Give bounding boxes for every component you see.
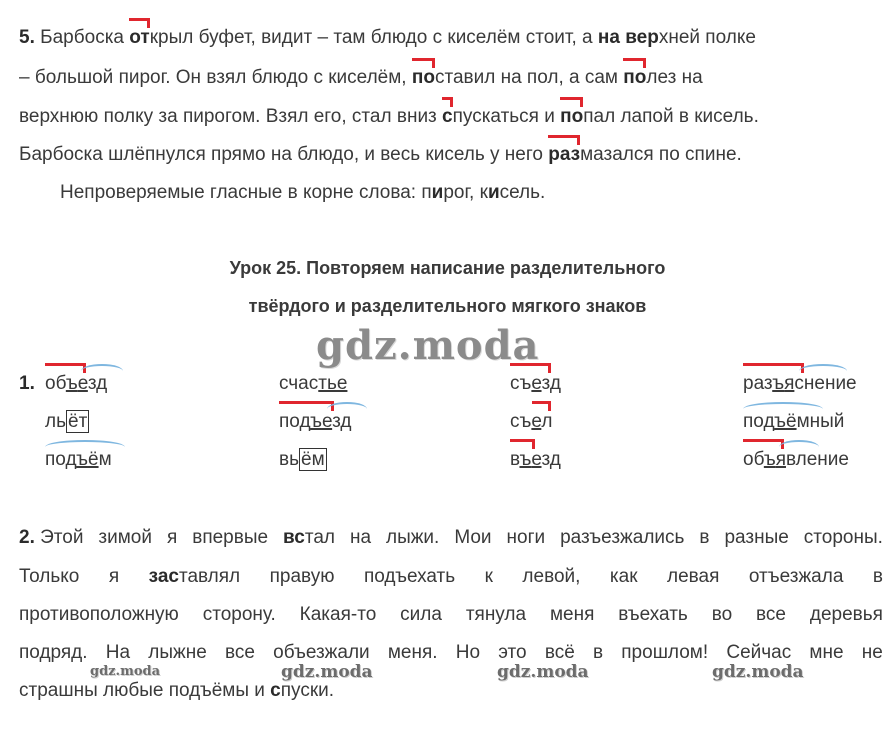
- prefix-highlight: от: [129, 27, 149, 48]
- prefix-mark: [510, 363, 551, 373]
- text: верхнюю полку за пирогом. Взял его, стал вниз: [19, 106, 443, 127]
- prefix-mark: [412, 58, 435, 68]
- word: все: [756, 604, 786, 625]
- word: Какая-то: [299, 604, 377, 625]
- word: всё: [544, 642, 575, 663]
- word: лыжи.: [385, 527, 440, 548]
- prefix-highlight: раз: [548, 144, 580, 165]
- root-arc: [743, 402, 823, 416]
- word: сила: [400, 604, 442, 625]
- word: подъехать: [363, 566, 456, 587]
- ending-box: ёт: [68, 411, 88, 432]
- word: я: [166, 527, 178, 548]
- word: сторону.: [202, 604, 276, 625]
- word: мне: [809, 642, 844, 663]
- text: Барбоска шлёпнулся прямо на блюдо, и весь кисель у него: [19, 144, 549, 165]
- bold-part: вс: [283, 527, 305, 548]
- word: лыжне: [148, 642, 207, 663]
- watermark-small: gdz.moda: [497, 662, 589, 682]
- word: встал: [283, 527, 335, 548]
- word: меня.: [387, 642, 438, 663]
- prefix-highlight: по: [560, 106, 583, 127]
- word-vyezd: въезд: [510, 449, 561, 471]
- word: в: [592, 642, 604, 663]
- word: стороны.: [803, 527, 883, 548]
- text: ставил на пол, а сам: [434, 67, 624, 88]
- ex5-line-1: [19, 26, 883, 50]
- word: меня: [549, 604, 595, 625]
- exercise-number: 2.: [19, 527, 41, 548]
- word-syezd: съезд: [510, 373, 561, 395]
- word-razyasnenie: разъяснение: [743, 373, 857, 395]
- word: все: [224, 642, 255, 663]
- word-vyom: вь ём: [279, 449, 325, 470]
- prefix-mark: [532, 401, 551, 411]
- text: крыл буфет, видит – там блюдо с киселём стоит, а: [149, 27, 598, 48]
- watermark-small: gdz.moda: [281, 662, 373, 682]
- prefix-mark: [129, 18, 149, 28]
- word: как: [609, 566, 638, 587]
- ex2-line-2: [19, 565, 883, 589]
- ex5-line-3: [19, 105, 883, 129]
- word: отъезжала: [748, 566, 844, 587]
- watermark-small: gdz.moda: [90, 664, 161, 679]
- word: На: [105, 642, 131, 663]
- prefix-mark: [45, 363, 86, 373]
- ex2-line-5: страшны любые подъёмы и спуски.: [19, 680, 335, 701]
- word: в: [699, 527, 710, 548]
- word: левая: [667, 566, 720, 587]
- word: на: [349, 527, 372, 548]
- text: мазался по спине.: [580, 144, 742, 165]
- word: въехать: [618, 604, 688, 625]
- prefix-mark: [743, 363, 804, 373]
- word-lyot: ль ёт: [45, 411, 88, 432]
- word: Мои: [454, 527, 492, 548]
- word: Сейчас: [726, 642, 792, 663]
- ex2-line-3: [19, 603, 883, 627]
- bold-word: вер: [625, 27, 659, 48]
- word: заставлял: [148, 566, 241, 587]
- word: разъезжались: [560, 527, 685, 548]
- word-podyezd: подъезд: [279, 411, 352, 433]
- bold-letter: с: [270, 680, 281, 701]
- lesson-title-line-1: Урок 25. Повторяем написание разделительного: [229, 258, 666, 278]
- word: во: [711, 604, 733, 625]
- prefix-mark: [623, 58, 646, 68]
- word: левой,: [522, 566, 581, 587]
- word: 2. Этой: [19, 527, 84, 548]
- word: ноги: [506, 527, 546, 548]
- exercise-number: 1.: [19, 373, 35, 394]
- root-arc: [45, 440, 125, 454]
- word-obyavlenie: объявление: [743, 449, 849, 471]
- prefix-mark: [560, 97, 583, 107]
- word: к: [484, 566, 493, 587]
- root-arc: [81, 364, 123, 378]
- word: подряд.: [19, 642, 88, 663]
- prefix-highlight: по: [412, 67, 435, 88]
- lesson-title-line-2: твёрдого и разделительного мягкого знаков: [248, 296, 647, 316]
- text: пускаться и: [452, 106, 561, 127]
- word: правую: [269, 566, 335, 587]
- word: разные: [724, 527, 789, 548]
- root-arc: [799, 364, 847, 378]
- word: деревья: [809, 604, 883, 625]
- watermark-small: gdz.moda: [712, 662, 804, 682]
- word-syel: съел: [510, 411, 552, 433]
- word: противоположную: [19, 604, 179, 625]
- ex2-line-1: [19, 526, 883, 550]
- word: тянула: [465, 604, 527, 625]
- ex5-note: Непроверяемые гласные в корне слова: пирог, кисель.: [60, 182, 546, 203]
- bold-word: на: [597, 27, 620, 48]
- prefix-highlight: по: [623, 67, 646, 88]
- word: в: [872, 566, 883, 587]
- prefix-mark: [442, 97, 453, 107]
- word: это: [498, 642, 527, 663]
- word-podyom: подъём: [45, 449, 112, 471]
- bold-part: зас: [148, 566, 179, 587]
- word: впервые: [192, 527, 269, 548]
- word: прошлом!: [621, 642, 709, 663]
- word: Только: [19, 566, 80, 587]
- prefix-mark: [279, 401, 334, 411]
- word-podyomny: подъёмный: [743, 411, 844, 433]
- text: Барбоска: [34, 27, 130, 48]
- text: лез на: [646, 67, 703, 88]
- word: я: [108, 566, 120, 587]
- watermark-logo: gdz.moda: [316, 322, 540, 369]
- word-obyezd: объезд: [45, 373, 107, 395]
- prefix-mark: [548, 135, 580, 145]
- word: Но: [455, 642, 481, 663]
- prefix-highlight: с: [442, 106, 453, 127]
- text: хней полке: [658, 27, 756, 48]
- root-arc: [327, 402, 367, 416]
- word-schastye: счастье: [279, 373, 348, 394]
- prefix-mark: [510, 439, 535, 449]
- text: – большой пирог. Он взял блюдо с киселём,: [19, 67, 412, 88]
- vowel-bold: и: [431, 182, 444, 203]
- ex5-line-2: [19, 66, 883, 90]
- vowel-bold: и: [487, 182, 500, 203]
- ex5-line-4: [19, 143, 742, 167]
- ending-box: ём: [301, 449, 325, 470]
- word: зимой: [98, 527, 152, 548]
- prefix-mark: [743, 439, 784, 449]
- exercise-number: 5.: [19, 27, 35, 48]
- word: объезжали: [273, 642, 370, 663]
- root-arc: [779, 440, 819, 454]
- text: пал лапой в кисель.: [583, 106, 759, 127]
- word: не: [861, 642, 883, 663]
